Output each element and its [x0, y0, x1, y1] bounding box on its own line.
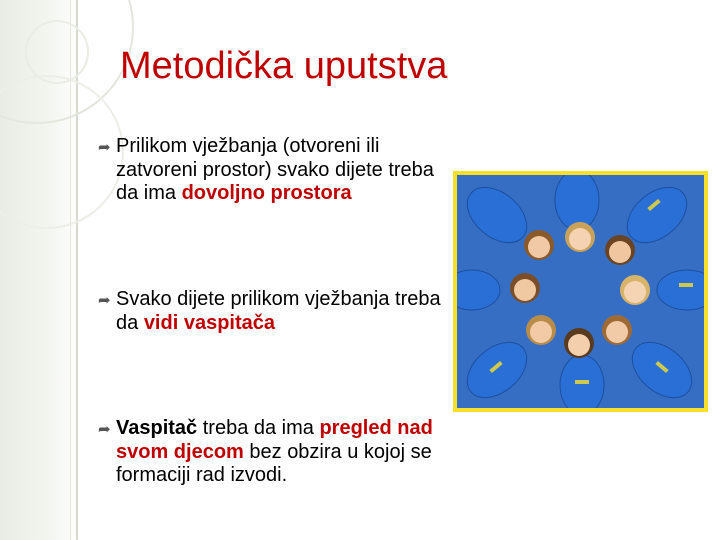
children-circle-photo	[453, 171, 708, 412]
bullet-mid: treba da ima	[197, 417, 320, 439]
bullet-emphasis: dovoljno prostora	[181, 182, 352, 204]
bullet-lead: Svako dijete prilikom vježbanja treba da	[116, 288, 441, 334]
bullet-emphasis: pregled nad svom djecom	[116, 417, 433, 463]
bullet-lead: Prilikom vježbanja (otvoreni ili zatvoreni prostor) svako dijete treba da ima	[116, 135, 434, 204]
bullet-tail: bez obzira u kojoj se formaciji rad izvodi.	[116, 440, 432, 486]
bullet-arrow-icon: ➦	[98, 292, 111, 309]
slide-title: Metodička uputstva	[120, 45, 448, 87]
bullet-text	[98, 135, 448, 206]
bullet-emphasis: vidi vaspitača	[143, 311, 275, 334]
bullet-text	[98, 288, 448, 335]
bullet-item	[98, 288, 448, 335]
decorative-circle	[25, 20, 89, 84]
bullet-text	[98, 417, 448, 488]
photo-illustration	[457, 175, 704, 408]
bullet-item	[98, 417, 448, 488]
bullet-arrow-icon: ➦	[98, 139, 111, 156]
bullet-arrow-icon: ➦	[98, 421, 111, 438]
bullet-item	[98, 135, 448, 206]
bullet-bold-lead: Vaspitač	[116, 417, 198, 439]
